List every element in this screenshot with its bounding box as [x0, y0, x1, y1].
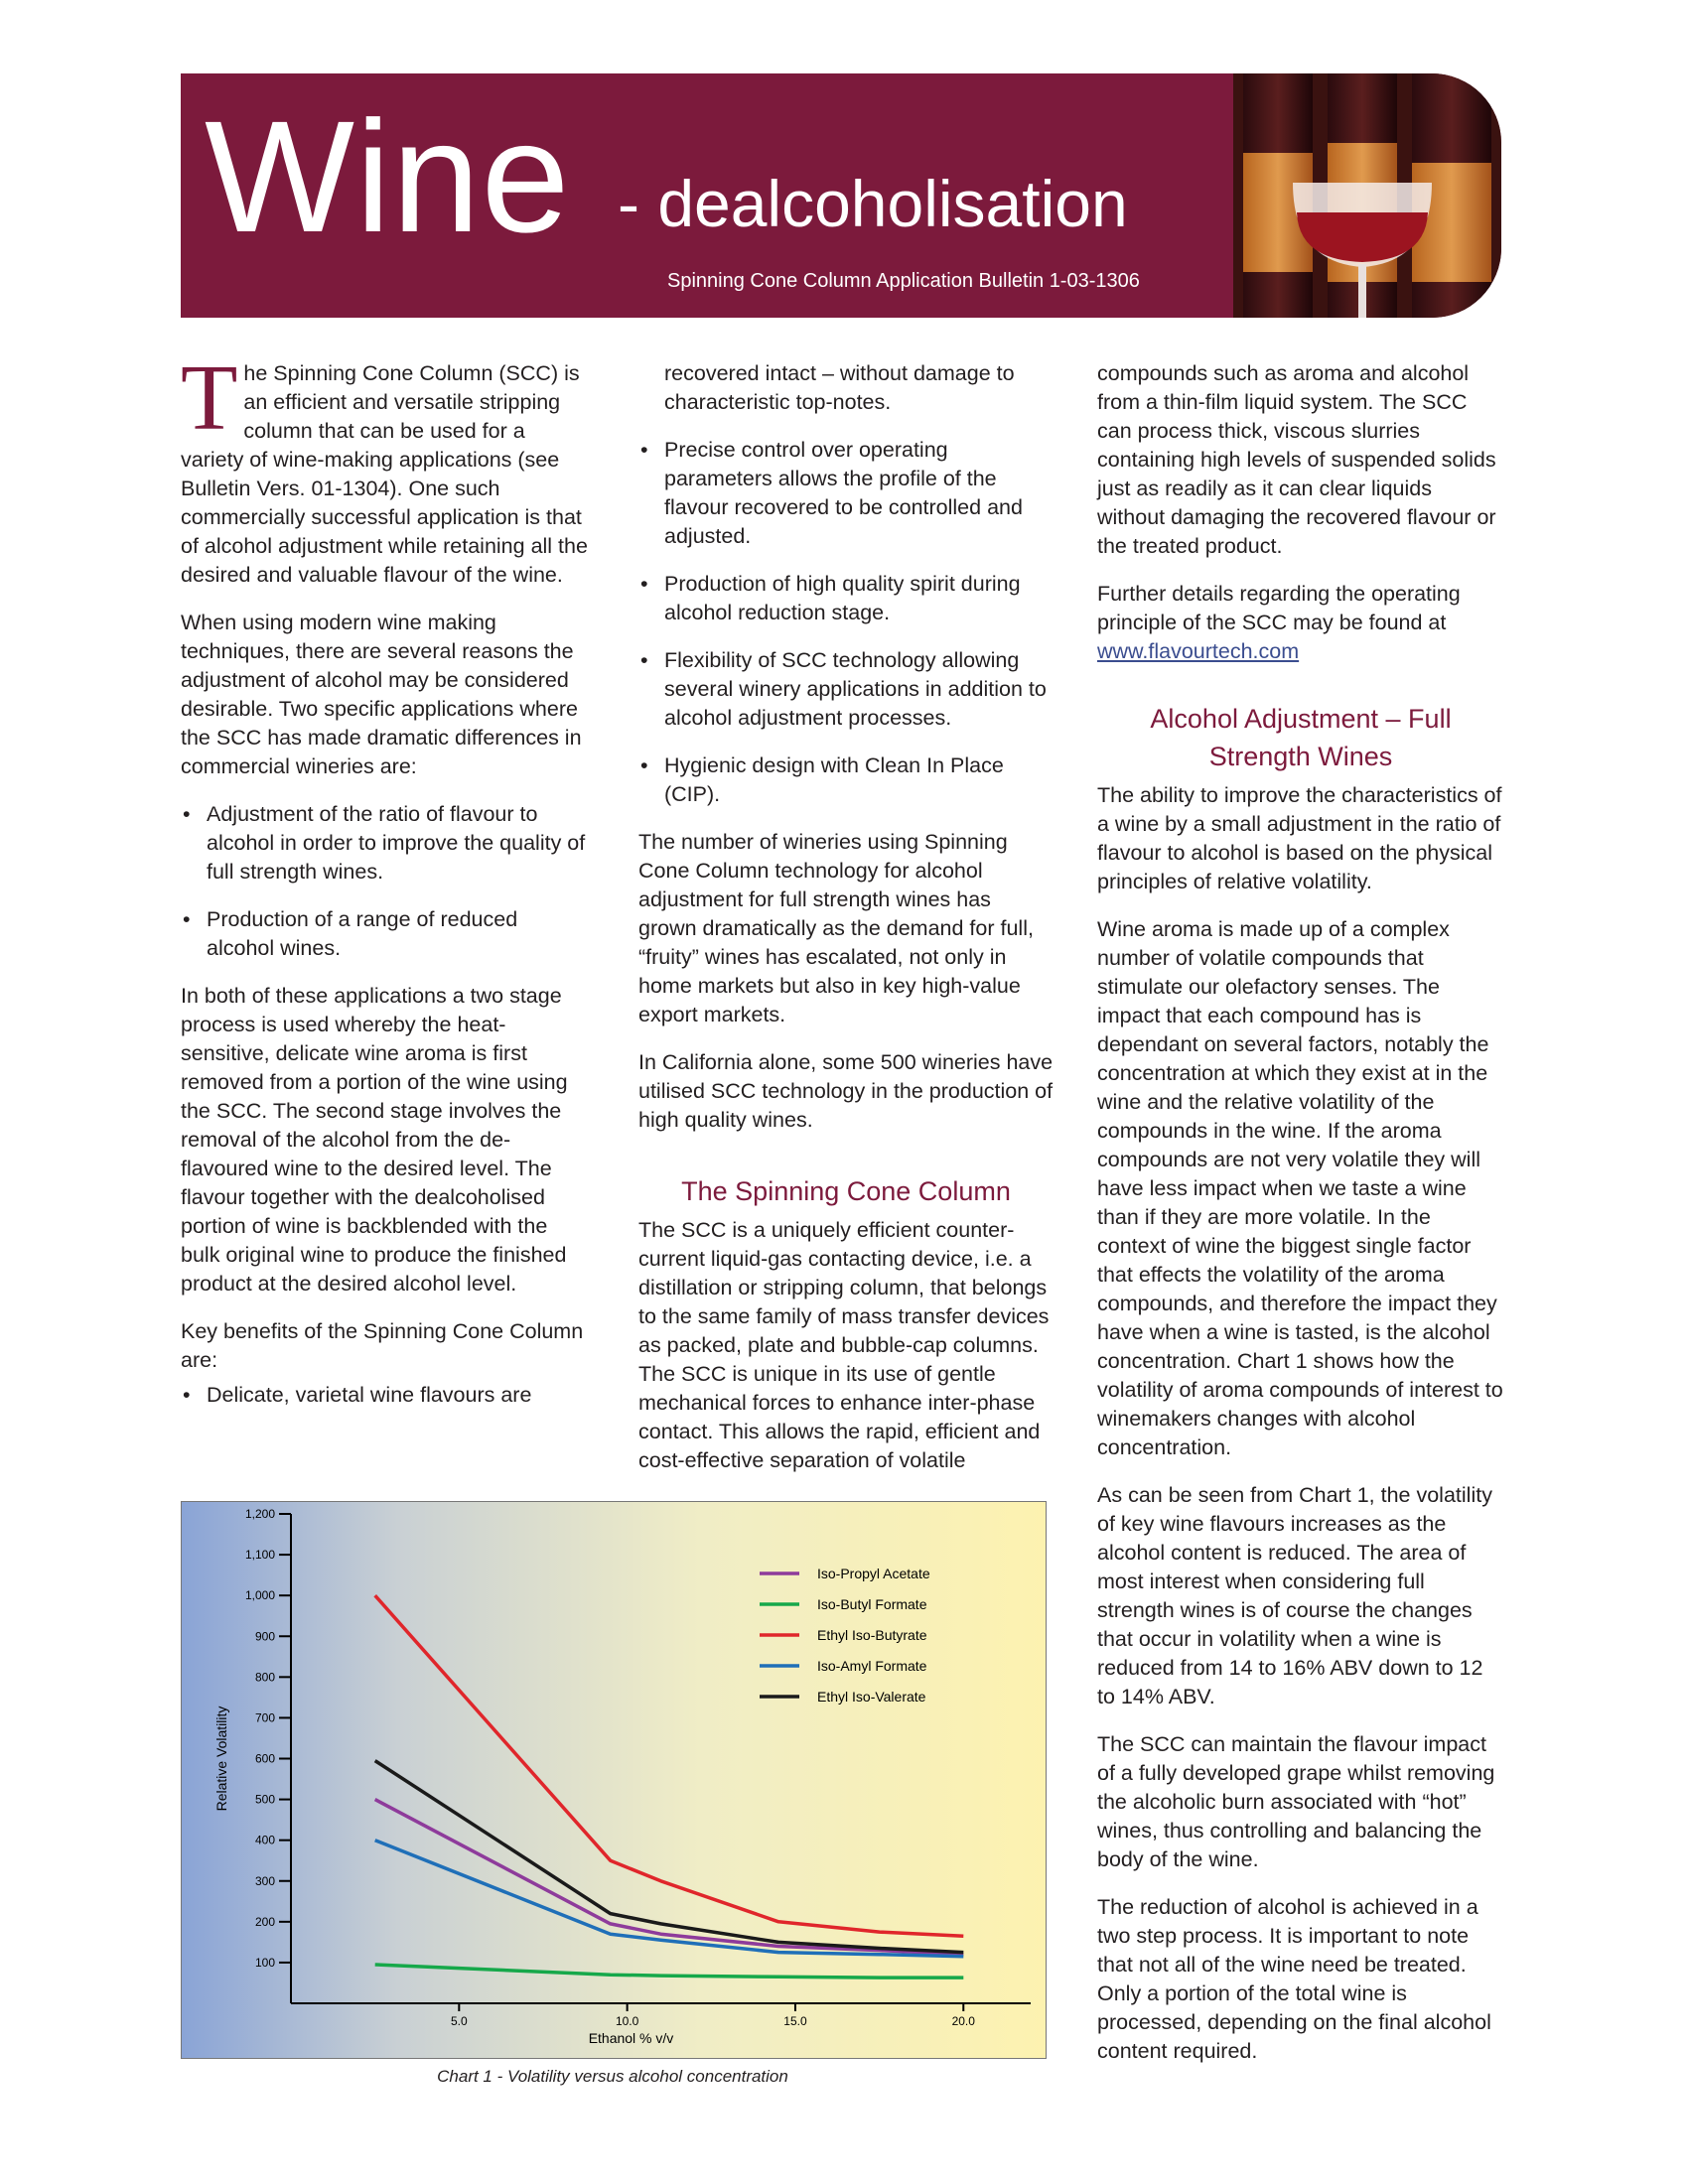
- section-heading-scc: The Spinning Cone Column: [681, 1176, 1011, 1206]
- x-tick-label: 15.0: [783, 2014, 807, 2028]
- benefits-list-continued: [638, 359, 1054, 809]
- application-list: [181, 800, 590, 963]
- bulletin-number: Spinning Cone Column Application Bulletin 1-03-1306: [667, 270, 1140, 292]
- paragraph: When using modern wine making techniques, there are several reasons the adjustment of alcohol may be considered desirable. Two specific applications where the SCC has made dramatic differences in commercial wineries are:: [181, 611, 582, 778]
- list-item: • Delicate, varietal wine flavours are: [181, 1381, 590, 1410]
- y-axis-label: Relative Volatility: [213, 1706, 229, 1812]
- paragraph: The SCC is a uniquely efficient counter-current liquid-gas contacting device, i.e. a distillation or stripping column, that belongs to the same family of mass transfer devices as packed, plate and bubble-cap columns. The SCC is unique in its use of gentle mechanical forces to enhance inter-phase contact. This allows the rapid, efficient and cost-effective separation of volatile: [638, 1218, 1050, 1472]
- list-item: • Production of a range of reduced alcohol wines.: [181, 905, 590, 963]
- list-item: • Flexibility of SCC technology allowing several winery applications in addition to alcohol adjustment processes.: [638, 646, 1054, 733]
- y-tick-label: 300: [254, 1873, 275, 1888]
- paragraph: The reduction of alcohol is achieved in a two step process. It is important to note that not all of the wine need be treated. Only a portion of the total wine is processed, depending on the final alcohol content required.: [1097, 1895, 1491, 2063]
- x-tick-label: 5.0: [450, 2014, 468, 2028]
- intro-paragraph: [181, 346, 590, 590]
- volatility-chart: [181, 1501, 1047, 2059]
- x-axis-label: Ethanol % v/v: [588, 2030, 674, 2046]
- chart-caption: Chart 1 - Volatility versus alcohol concentration: [437, 2067, 788, 2086]
- paragraph: [1097, 580, 1504, 666]
- column-left: [181, 346, 590, 1410]
- paragraph: In both of these applications a two stage process is used whereby the heat-sensitive, delicate wine aroma is first removed from a portion of the wine using the SCC. The second stage involves the removal of the alcohol from the de-flavoured wine to the desired level. The flavour together with the dealcoholised portion of wine is backblended with the bulk original wine to produce the finished product at the desired alcohol level.: [181, 984, 568, 1296]
- website-link[interactable]: www.flavourtech.com: [1097, 639, 1300, 663]
- paragraph: The ability to improve the characteristics of a wine by a small adjustment in the ratio of flavour to alcohol is based on the physical principles of relative volatility.: [1097, 783, 1502, 893]
- page-title: Wine: [205, 87, 571, 265]
- y-tick-label: 500: [254, 1792, 275, 1807]
- paragraph: In California alone, some 500 wineries have utilised SCC technology in the production of high quality wines.: [638, 1050, 1054, 1132]
- y-tick-label: 700: [254, 1710, 275, 1725]
- list-item: recovered intact – without damage to characteristic top-notes.: [664, 361, 1015, 414]
- y-tick-label: 400: [254, 1833, 275, 1847]
- paragraph: The SCC can maintain the flavour impact of a fully developed grape whilst removing the alcoholic burn associated with “hot” wines, thus controlling and balancing the body of the wine.: [1097, 1732, 1495, 1871]
- paragraph: Key benefits of the Spinning Cone Column are:: [181, 1319, 584, 1372]
- list-item: • Adjustment of the ratio of flavour to alcohol in order to improve the quality of full strength wines.: [181, 800, 590, 887]
- y-tick-label: 600: [254, 1751, 275, 1766]
- legend-label: Ethyl Iso-Butyrate: [817, 1627, 927, 1643]
- paragraph: As can be seen from Chart 1, the volatility of key wine flavours increases as the alcohol content is reduced. The area of most interest when considering full strength wines is of course the changes that occur in volatility when a wine is reduced from 14 to 16% ABV down to 12 to 14% ABV.: [1097, 1483, 1492, 1708]
- paragraph: compounds such as aroma and alcohol from a thin-film liquid system. The SCC can process thick, viscous slurries containing high levels of suspended solids just as readily as it can clear liquids without damaging the recovered flavour or the treated product.: [1097, 361, 1496, 558]
- list-item: • Precise control over operating parameters allows the profile of the flavour recovered to be controlled and adjusted.: [638, 436, 1054, 551]
- y-tick-label: 200: [254, 1914, 275, 1929]
- x-tick-label: 20.0: [951, 2014, 975, 2028]
- wine-bottles-glass-image: [1233, 73, 1501, 318]
- benefits-list: [181, 1381, 590, 1410]
- column-right: [1097, 359, 1504, 2085]
- intro-text: he Spinning Cone Column (SCC) is an efficient and versatile stripping column that can be used for a variety of wine-making applications (see Bulletin Vers. 01-1304). One such commercially successful application is that of alcohol adjustment while retaining all the desired and valuable flavour of the wine.: [181, 361, 588, 587]
- legend-label: Iso-Amyl Formate: [817, 1658, 927, 1674]
- y-tick-label: 900: [254, 1629, 275, 1644]
- y-tick-label: 100: [254, 1955, 275, 1970]
- legend-label: Iso-Propyl Acetate: [817, 1566, 930, 1581]
- list-item: • Hygienic design with Clean In Place (CIP).: [638, 751, 1054, 809]
- legend-label: Iso-Butyl Formate: [817, 1596, 927, 1612]
- y-tick-label: 1,200: [244, 1507, 275, 1521]
- list-item: • Production of high quality spirit during alcohol reduction stage.: [638, 570, 1054, 627]
- drop-cap: T: [181, 346, 238, 450]
- section-heading-alcohol-adjustment: Alcohol Adjustment – Full Strength Wines: [1150, 704, 1452, 771]
- column-middle: [638, 359, 1054, 1494]
- legend-label: Ethyl Iso-Valerate: [817, 1689, 926, 1705]
- paragraph: Wine aroma is made up of a complex number of volatile compounds that stimulate our olefactory senses. The impact that each compound has is dependant on several factors, notably the concentration at which they exist at in the wine and the relative volatility of the compounds in the wine. If the aroma compounds are not very volatile they will have less impact when we taste a wine than if they are more volatile. In the context of wine the biggest single factor that effects the volatility of the aroma compounds, and therefore the impact they have when a wine is tasted, is the alcohol concentration. Chart 1 shows how the volatility of aroma compounds of interest to winemakers changes with alcohol concentration.: [1097, 917, 1503, 1459]
- paragraph-text: Further details regarding the operating principle of the SCC may be found at: [1097, 582, 1461, 634]
- header-banner: [181, 73, 1501, 318]
- paragraph: The number of wineries using Spinning Cone Column technology for alcohol adjustment for full strength wines has grown dramatically as the demand for full, “fruity” wines has escalated, not only in home markets but also in key high-value export markets.: [638, 830, 1034, 1026]
- y-tick-label: 1,100: [244, 1548, 275, 1563]
- x-tick-label: 10.0: [615, 2014, 639, 2028]
- page-subtitle: - dealcoholisation: [618, 167, 1128, 240]
- y-tick-label: 800: [254, 1670, 275, 1685]
- y-tick-label: 1,000: [244, 1588, 275, 1603]
- chart-svg: [182, 1502, 1046, 2058]
